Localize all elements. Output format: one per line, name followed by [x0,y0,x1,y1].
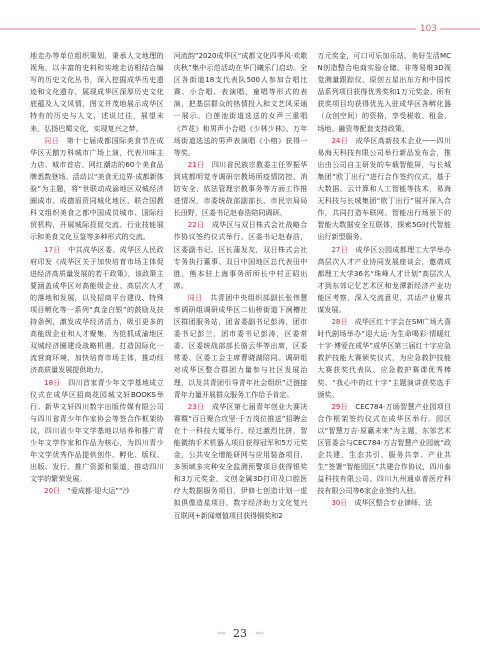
entry-text: 四川省民族宗教委主任罗振华到成都明觉寺调研宗教场所疫情防控、消防安全、依法管理宗教事务等方面工作推进情况，市委统战部副部长、市民宗局局长田野，区委书记赵春浩陪同调研。 [173,159,308,218]
article-columns [30,50,451,615]
paragraph [30,485,164,497]
paragraph [30,50,164,135]
paragraph [174,50,308,159]
paragraph [174,401,308,522]
column-3 [317,50,451,615]
paragraph [317,401,451,498]
footer-ornament-left: ««« [216,629,225,637]
paragraph [174,159,308,219]
paragraph [174,219,308,292]
entry-date: 28日 [331,317,348,327]
paragraph [317,135,451,244]
header-rule [0,28,480,30]
page-number-top: 103 [417,24,440,34]
entry-date: 30日 [331,498,348,508]
entry-text: “爱成都·迎大运”“沙 [67,486,130,496]
entry-text: 地走办等单位组织策划，秉承人文地理的视角，以丰富的史料和实地走访相结合编写的历史文化丛书，深入挖掘成华历史遗迹和文化遗存，展现成华区深厚历史文化底蕴及人文风情，图文并茂地展示成华区特有的历史与人文，述说过往，展望未来，弘扬巴蜀文化，实现复兴之梦。 [30,51,164,133]
entry-date: 29日 [331,401,348,411]
entry-date: 23日 [187,401,205,411]
paragraph [30,135,164,244]
paragraph [317,50,451,135]
entry-text: CEC784·万旸智慧产业园项目合作框架签约仪式在成华区举行。园区以“智慧万吉·原赢未来”为主题，东郊艺术区管委会与CEC784·万吉智慧产业园就“政企共建、生态共引、服务共享、产业共生”签署“智能园区”共建合作协议，四川泰益科技有限公司、四川九州通卓普医疗科技有限公司等6家企业签约入驻。 [317,401,452,496]
entry-date: 同日 [187,292,203,302]
paragraph [30,377,164,486]
entry-text: 成华区高新技术企业——四川易海天科技有限公司举行新品发布会，推出由公司自主研发的车载智能屏，与长城集团“欧丁出行”进行合作签约仪式，基于大数据、云计算和人工智能等技术，易海天科技与长城集团“欧丁出行”展开深入合作，共同打造车联网、智能出行场景下的智能大数据安全互联体，探索5G时代智能出行新型服务。 [317,135,452,242]
entry-text: 第十七届成都国际美食节在成华区天鹅万科城市广场上演，代表川味主力店、城市首店、网红潮店的60个美食品牌悉数登场。活动以“美食无边界·成都新体验”为主题，将“世联动成渝地区双城经济圈成市、成德眉资同城化地区、联合国教科文组织美食之都中国成员城市、国际经贸机构，开展城际投促交流、行业技能展示和美食文化互鉴等多种形式的交流。 [30,135,164,242]
page-number: 23 [233,626,247,640]
entry-date: 同日 [44,135,60,145]
footer-ornament-right: ««« [255,629,264,637]
entry-date: 21日 [187,159,205,169]
entry-text: 成华区整合专业律师、法 [354,498,433,508]
entry-date: 24日 [331,135,349,145]
column-2 [174,50,308,615]
paragraph [317,244,451,317]
entry-text: 河流韵”2020成华区“成都文化四季风·欢歌庆秋”集中示范活动在华门曦乐门启动。全区各街道18支代表队500人参加合唱比赛、小合唱、表演唱、童唱等形式的表演，把基层群众的热情投入和文艺风采通一展示。白莲池街道选送的女声三重唱《芦花》和男声小合唱《少林少林》、万年场街道选送的男声表演唱《小榕》获得一等奖。 [173,51,308,157]
entry-text: 成华区第七届青年创业大赛决赛暨“百日聚合攻坚·千万岗位推送”招聘会在十一科技大厦举行。经过激烈比拼，智能微纳手术机器人项目获得冠军和5万元奖金，公共安全增能研网与应用装备项目，多领域多灾种安全监测预警项目获得银奖和3万元奖金，文创金属3D打印及口腔医疗大数据服务项目，伊修七创造计划一虚拟俱像造星项目，数字经济助力文化复兴互联网+新闻增值项目获得铜奖和2 [173,401,308,520]
entry-date: 17日 [44,244,61,254]
page-footer [170,627,310,639]
entry-date: 18日 [44,377,61,387]
entry-text: 成华区红十字会在SM广场大喜时代剧场举办“迎大运·为生命喝彩·情暖红十字·博爱在成华”成华区第三届红十字应急救护技能大赛颁奖仪式，为应急救护技能大赛获奖代表队、应急救护赛课优秀棒奖、“我心中的红十字”主题演讲获奖选手颁奖。 [317,317,452,399]
paragraph [317,316,451,401]
entry-text: 万元奖金，可口可乐加乐站、美好生活MCN创造整合电商实验仓储、非等易维3D视觉测量跟踪仪、原创五星出东方和中国传品系列项目获得优秀奖和1万元奖金。所有获奖项目均获得优先入驻成华区各孵化器（众创空间）的资格，享受税收、租金、场地、融资等配套支持政策。 [317,51,452,133]
entry-text: 四川首家青少年文学基地成立仪式在成华区招商花园城文轩BOOKS举行。新华文轩四川数字出版传媒有限公司与四川省青少年作家协会等签合作框架协议，四川省少年文学基地以培养和推广青少年文学作家和作品为核心，为四川青少年文学优秀作品提供创作、孵化、版权、出版、发行、推广资源和渠道，推动四川文学的繁荣发展。 [30,377,164,484]
entry-text: 成华区与双日株式会社战略合作协议签约仪式举行。区委书记赵春浩，区委副书记、区长蒲发友，双日株式会社专务执行董事、双日中国地区总代表田中胜，熊本驻上海事务所所长中村正昭出席。 [173,220,308,290]
entry-text: 中共成华区委、成华区人民政府印发《成华区关于加快培育市场主体促进经济高质量发展的若干政策》，该政策主要涵盖成华区对高能级企业、高层次人才的落地和发展，以及招商平台建设、特殊项目孵化等一系列“真金白银”的鼓励及扶持条例，激发成华经济活力，吸引更多的高能级企业和人才聚集，为抢抓成渝地区双城经济圈建设战略机遇，打造国际化一流营商环境，加快培育市场主体，推动经济高质量发展提供助力。 [30,244,164,375]
paragraph [30,244,164,377]
column-1 [30,50,164,615]
entry-text: 共青团中央组织部副长张伟慧率调研组调研成华区二仙桥街道下涧槽社区群团服务站，团省委副书记彭涛，团市委书记彭兰，团市委书记彭涛，区委常委、区委统战部部长骆云华等出席，区委常委、区委工会主席曹晓湖陪同。调研组对成华区整合群团力量参与社区发展治理，以及共青团引导青年社会组织”泛链接青年力量开展群众服务工作给予肯定。 [173,292,308,399]
entry-date: 22日 [187,220,205,230]
entry-text: 成华区公园成都理工大学举办高层次人才产业协同发展座谈会，邀请成都理工大学36名“珠峰人才计划”高层次人才到东郊记忆艺术区和龙潭新经济产业功能区考察，深入交流意见，共话产业聚共谋发展。 [317,244,452,314]
paragraph [174,292,308,401]
entry-date: 20日 [44,486,61,496]
entry-date: 27日 [331,244,349,254]
paragraph [317,497,451,509]
